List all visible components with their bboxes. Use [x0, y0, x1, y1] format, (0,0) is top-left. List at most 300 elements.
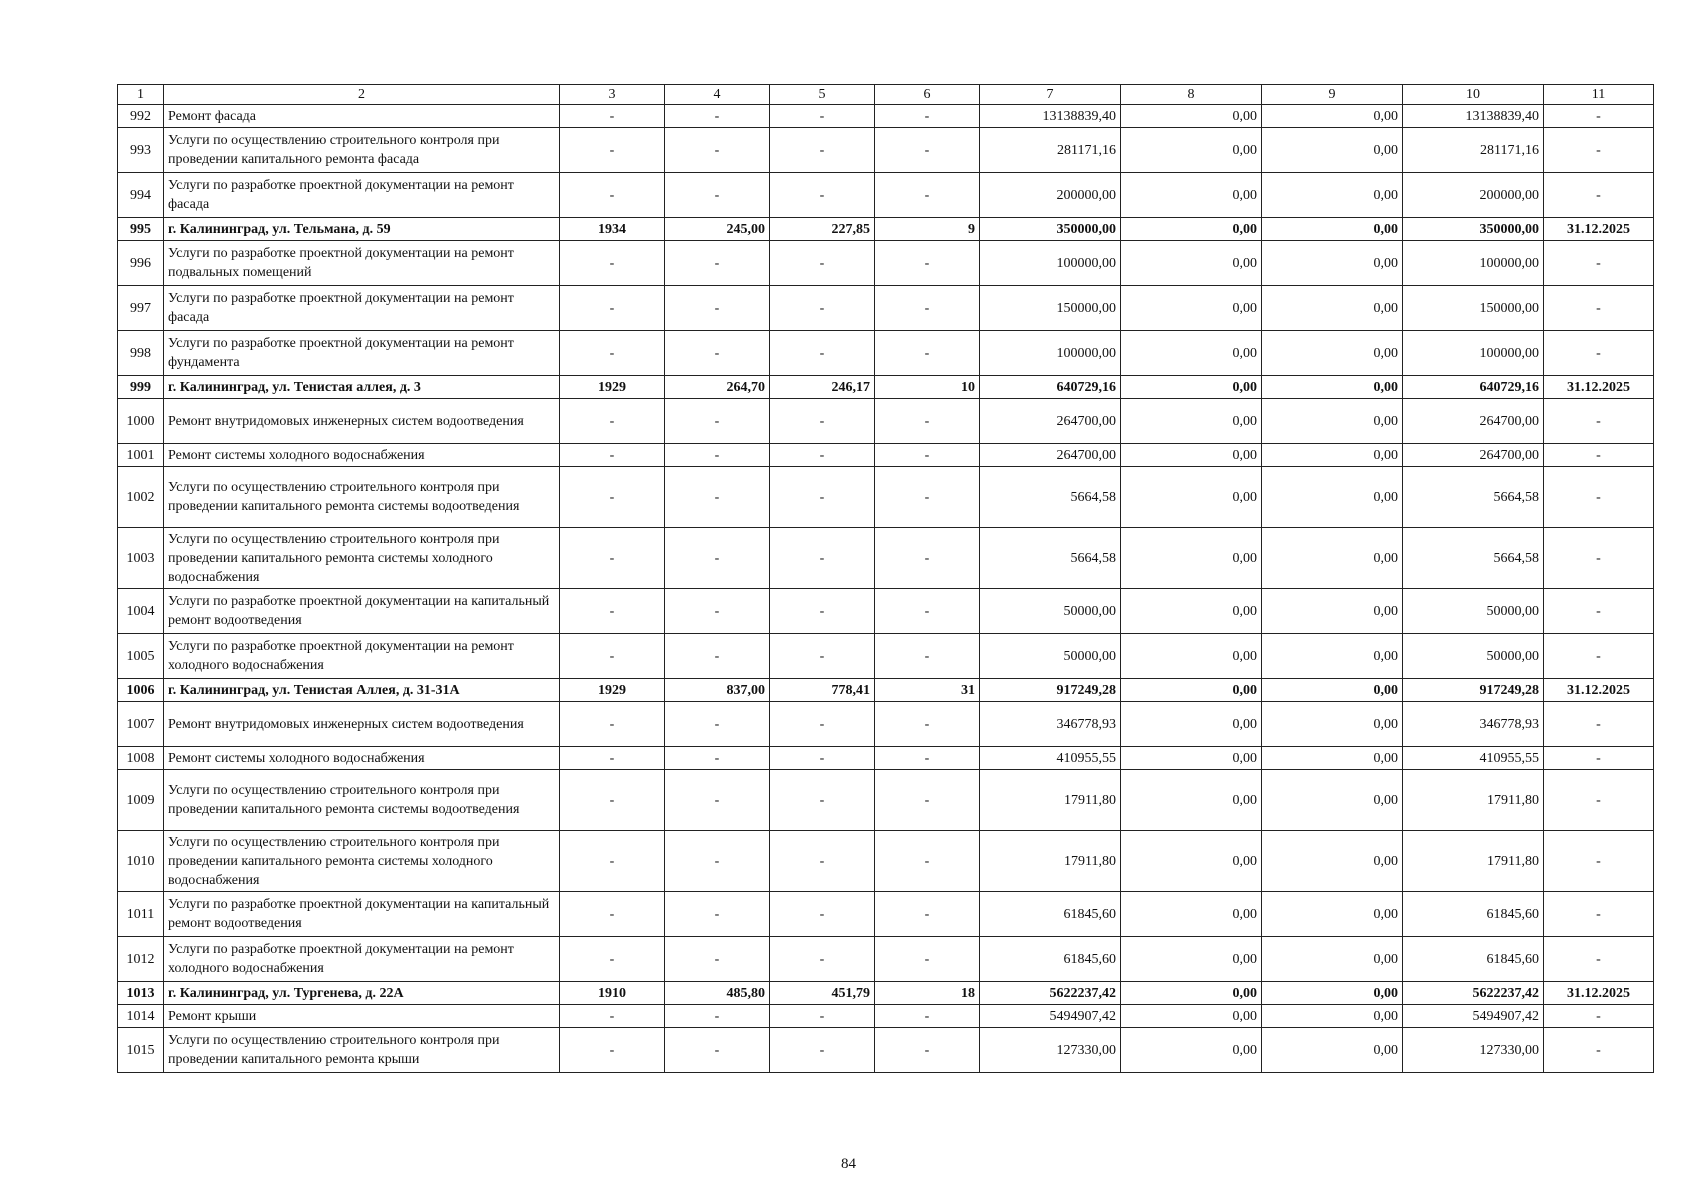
- row-number-cell: 993: [118, 128, 164, 173]
- residents-count-cell: -: [875, 444, 980, 467]
- residents-count-cell: 31: [875, 679, 980, 702]
- living-area-cell: -: [770, 105, 875, 128]
- row-number-cell: 999: [118, 376, 164, 399]
- residents-count-cell: -: [875, 702, 980, 747]
- funds-budget-cell: 0,00: [1262, 218, 1403, 241]
- funds-fund-cell: 0,00: [1121, 892, 1262, 937]
- table-row: [118, 634, 1654, 679]
- living-area-cell: -: [770, 634, 875, 679]
- total-area-cell: -: [665, 937, 770, 982]
- work-description-cell: Услуги по осуществлению строительного контроля при проведении капитального ремонта системы холодного водоснабжения: [164, 831, 560, 892]
- work-description-cell: Услуги по осуществлению строительного контроля при проведении капитального ремонта системы холодного водоснабжения: [164, 528, 560, 589]
- header-cell: 11: [1544, 85, 1654, 105]
- row-number-cell: 1013: [118, 982, 164, 1005]
- residents-count-cell: -: [875, 105, 980, 128]
- residents-count-cell: -: [875, 770, 980, 831]
- total-area-cell: -: [665, 467, 770, 528]
- table-row: [118, 831, 1654, 892]
- residents-count-cell: -: [875, 399, 980, 444]
- living-area-cell: -: [770, 937, 875, 982]
- funds-owners-cell: 410955,55: [1403, 747, 1544, 770]
- living-area-cell: -: [770, 286, 875, 331]
- funds-owners-cell: 150000,00: [1403, 286, 1544, 331]
- completion-date-cell: 31.12.2025: [1544, 982, 1654, 1005]
- completion-date-cell: -: [1544, 892, 1654, 937]
- funds-owners-cell: 5622237,42: [1403, 982, 1544, 1005]
- living-area-cell: -: [770, 589, 875, 634]
- year-built-cell: -: [560, 589, 665, 634]
- work-description-cell: Ремонт внутридомовых инженерных систем водоотведения: [164, 399, 560, 444]
- funds-fund-cell: 0,00: [1121, 218, 1262, 241]
- funds-fund-cell: 0,00: [1121, 679, 1262, 702]
- completion-date-cell: -: [1544, 589, 1654, 634]
- work-description-cell: Услуги по осуществлению строительного контроля при проведении капитального ремонта системы водоотведения: [164, 467, 560, 528]
- completion-date-cell: -: [1544, 467, 1654, 528]
- funds-fund-cell: 0,00: [1121, 128, 1262, 173]
- total-area-cell: -: [665, 105, 770, 128]
- funds-budget-cell: 0,00: [1262, 770, 1403, 831]
- year-built-cell: -: [560, 892, 665, 937]
- cost-total-cell: 150000,00: [980, 286, 1121, 331]
- funds-owners-cell: 5664,58: [1403, 467, 1544, 528]
- work-description-cell: Ремонт крыши: [164, 1005, 560, 1028]
- table-row: [118, 331, 1654, 376]
- funds-fund-cell: 0,00: [1121, 399, 1262, 444]
- work-description-cell: Услуги по разработке проектной документации на ремонт холодного водоснабжения: [164, 937, 560, 982]
- year-built-cell: -: [560, 937, 665, 982]
- work-description-cell: г. Калининград, ул. Тенистая Аллея, д. 31-31А: [164, 679, 560, 702]
- living-area-cell: -: [770, 331, 875, 376]
- year-built-cell: -: [560, 702, 665, 747]
- funds-budget-cell: 0,00: [1262, 831, 1403, 892]
- funds-owners-cell: 281171,16: [1403, 128, 1544, 173]
- residents-count-cell: -: [875, 467, 980, 528]
- funds-budget-cell: 0,00: [1262, 528, 1403, 589]
- completion-date-cell: -: [1544, 444, 1654, 467]
- funds-fund-cell: 0,00: [1121, 331, 1262, 376]
- funds-fund-cell: 0,00: [1121, 831, 1262, 892]
- table-row: [118, 747, 1654, 770]
- completion-date-cell: -: [1544, 241, 1654, 286]
- table-row: [118, 173, 1654, 218]
- total-area-cell: -: [665, 702, 770, 747]
- cost-total-cell: 17911,80: [980, 770, 1121, 831]
- funds-budget-cell: 0,00: [1262, 702, 1403, 747]
- residents-count-cell: -: [875, 937, 980, 982]
- year-built-cell: -: [560, 399, 665, 444]
- work-description-cell: Услуги по разработке проектной документации на ремонт фасада: [164, 286, 560, 331]
- table-row: [118, 399, 1654, 444]
- completion-date-cell: -: [1544, 1005, 1654, 1028]
- funds-owners-cell: 13138839,40: [1403, 105, 1544, 128]
- table-row: [118, 770, 1654, 831]
- row-number-cell: 1006: [118, 679, 164, 702]
- residents-count-cell: -: [875, 747, 980, 770]
- cost-total-cell: 917249,28: [980, 679, 1121, 702]
- work-description-cell: Услуги по осуществлению строительного контроля при проведении капитального ремонта системы водоотведения: [164, 770, 560, 831]
- completion-date-cell: -: [1544, 128, 1654, 173]
- header-cell: 1: [118, 85, 164, 105]
- funds-owners-cell: 50000,00: [1403, 589, 1544, 634]
- living-area-cell: -: [770, 467, 875, 528]
- funds-fund-cell: 0,00: [1121, 937, 1262, 982]
- living-area-cell: -: [770, 528, 875, 589]
- funds-budget-cell: 0,00: [1262, 1028, 1403, 1073]
- year-built-cell: -: [560, 634, 665, 679]
- year-built-cell: 1934: [560, 218, 665, 241]
- funds-budget-cell: 0,00: [1262, 467, 1403, 528]
- year-built-cell: -: [560, 241, 665, 286]
- table-row: [118, 1028, 1654, 1073]
- work-description-cell: Услуги по разработке проектной документации на ремонт подвальных помещений: [164, 241, 560, 286]
- cost-total-cell: 61845,60: [980, 892, 1121, 937]
- table-row: [118, 467, 1654, 528]
- header-cell: 6: [875, 85, 980, 105]
- cost-total-cell: 5622237,42: [980, 982, 1121, 1005]
- row-number-cell: 996: [118, 241, 164, 286]
- year-built-cell: 1929: [560, 679, 665, 702]
- total-area-cell: -: [665, 892, 770, 937]
- cost-total-cell: 5494907,42: [980, 1005, 1121, 1028]
- row-number-cell: 1010: [118, 831, 164, 892]
- total-area-cell: -: [665, 747, 770, 770]
- work-description-cell: Ремонт системы холодного водоснабжения: [164, 747, 560, 770]
- year-built-cell: -: [560, 467, 665, 528]
- completion-date-cell: -: [1544, 173, 1654, 218]
- work-description-cell: г. Калининград, ул. Тенистая аллея, д. 3: [164, 376, 560, 399]
- total-area-cell: 264,70: [665, 376, 770, 399]
- table-row: [118, 528, 1654, 589]
- year-built-cell: -: [560, 105, 665, 128]
- funds-fund-cell: 0,00: [1121, 467, 1262, 528]
- completion-date-cell: -: [1544, 937, 1654, 982]
- cost-total-cell: 17911,80: [980, 831, 1121, 892]
- completion-date-cell: -: [1544, 634, 1654, 679]
- residents-count-cell: -: [875, 831, 980, 892]
- address-row: [118, 679, 1654, 702]
- funds-budget-cell: 0,00: [1262, 128, 1403, 173]
- funds-budget-cell: 0,00: [1262, 747, 1403, 770]
- row-number-cell: 1011: [118, 892, 164, 937]
- funds-owners-cell: 264700,00: [1403, 399, 1544, 444]
- funds-owners-cell: 346778,93: [1403, 702, 1544, 747]
- funds-fund-cell: 0,00: [1121, 1028, 1262, 1073]
- completion-date-cell: -: [1544, 331, 1654, 376]
- row-number-cell: 1001: [118, 444, 164, 467]
- funds-budget-cell: 0,00: [1262, 679, 1403, 702]
- total-area-cell: -: [665, 1028, 770, 1073]
- cost-total-cell: 350000,00: [980, 218, 1121, 241]
- table-row: [118, 286, 1654, 331]
- funds-owners-cell: 264700,00: [1403, 444, 1544, 467]
- work-description-cell: Ремонт фасада: [164, 105, 560, 128]
- completion-date-cell: 31.12.2025: [1544, 679, 1654, 702]
- table-row: [118, 892, 1654, 937]
- residents-count-cell: -: [875, 128, 980, 173]
- living-area-cell: -: [770, 1005, 875, 1028]
- living-area-cell: 778,41: [770, 679, 875, 702]
- row-number-cell: 1003: [118, 528, 164, 589]
- funds-owners-cell: 200000,00: [1403, 173, 1544, 218]
- year-built-cell: 1929: [560, 376, 665, 399]
- total-area-cell: -: [665, 444, 770, 467]
- funds-owners-cell: 640729,16: [1403, 376, 1544, 399]
- total-area-cell: 837,00: [665, 679, 770, 702]
- row-number-cell: 997: [118, 286, 164, 331]
- cost-total-cell: 410955,55: [980, 747, 1121, 770]
- cost-total-cell: 127330,00: [980, 1028, 1121, 1073]
- row-number-cell: 1007: [118, 702, 164, 747]
- row-number-cell: 995: [118, 218, 164, 241]
- completion-date-cell: -: [1544, 747, 1654, 770]
- funds-budget-cell: 0,00: [1262, 982, 1403, 1005]
- living-area-cell: -: [770, 702, 875, 747]
- year-built-cell: -: [560, 286, 665, 331]
- residents-count-cell: 9: [875, 218, 980, 241]
- table-row: [118, 105, 1654, 128]
- table-row: [118, 702, 1654, 747]
- header-cell: 7: [980, 85, 1121, 105]
- row-number-cell: 1002: [118, 467, 164, 528]
- funds-fund-cell: 0,00: [1121, 634, 1262, 679]
- funds-owners-cell: 61845,60: [1403, 892, 1544, 937]
- living-area-cell: -: [770, 128, 875, 173]
- year-built-cell: -: [560, 770, 665, 831]
- row-number-cell: 1009: [118, 770, 164, 831]
- funds-owners-cell: 5664,58: [1403, 528, 1544, 589]
- total-area-cell: -: [665, 241, 770, 286]
- row-number-cell: 1005: [118, 634, 164, 679]
- cost-total-cell: 5664,58: [980, 467, 1121, 528]
- address-row: [118, 218, 1654, 241]
- funds-fund-cell: 0,00: [1121, 1005, 1262, 1028]
- living-area-cell: -: [770, 444, 875, 467]
- total-area-cell: 485,80: [665, 982, 770, 1005]
- funds-fund-cell: 0,00: [1121, 444, 1262, 467]
- cost-total-cell: 61845,60: [980, 937, 1121, 982]
- year-built-cell: -: [560, 528, 665, 589]
- funds-owners-cell: 100000,00: [1403, 331, 1544, 376]
- funds-budget-cell: 0,00: [1262, 376, 1403, 399]
- total-area-cell: -: [665, 1005, 770, 1028]
- address-row: [118, 376, 1654, 399]
- work-description-cell: Услуги по осуществлению строительного контроля при проведении капитального ремонта фасада: [164, 128, 560, 173]
- work-description-cell: Услуги по разработке проектной документации на капитальный ремонт водоотведения: [164, 589, 560, 634]
- header-cell: 4: [665, 85, 770, 105]
- work-description-cell: Услуги по разработке проектной документации на ремонт фундамента: [164, 331, 560, 376]
- total-area-cell: -: [665, 331, 770, 376]
- funds-owners-cell: 50000,00: [1403, 634, 1544, 679]
- header-cell: 5: [770, 85, 875, 105]
- funds-budget-cell: 0,00: [1262, 589, 1403, 634]
- funds-fund-cell: 0,00: [1121, 982, 1262, 1005]
- year-built-cell: -: [560, 331, 665, 376]
- row-number-cell: 1015: [118, 1028, 164, 1073]
- living-area-cell: 227,85: [770, 218, 875, 241]
- funds-budget-cell: 0,00: [1262, 331, 1403, 376]
- total-area-cell: 245,00: [665, 218, 770, 241]
- living-area-cell: -: [770, 747, 875, 770]
- funds-budget-cell: 0,00: [1262, 937, 1403, 982]
- residents-count-cell: 10: [875, 376, 980, 399]
- funds-fund-cell: 0,00: [1121, 105, 1262, 128]
- funds-owners-cell: 127330,00: [1403, 1028, 1544, 1073]
- year-built-cell: -: [560, 128, 665, 173]
- completion-date-cell: -: [1544, 105, 1654, 128]
- completion-date-cell: -: [1544, 770, 1654, 831]
- table-row: [118, 444, 1654, 467]
- funds-budget-cell: 0,00: [1262, 286, 1403, 331]
- table-row: [118, 589, 1654, 634]
- residents-count-cell: -: [875, 528, 980, 589]
- funds-owners-cell: 61845,60: [1403, 937, 1544, 982]
- cost-total-cell: 50000,00: [980, 634, 1121, 679]
- funds-budget-cell: 0,00: [1262, 399, 1403, 444]
- funds-fund-cell: 0,00: [1121, 589, 1262, 634]
- table-row: [118, 1005, 1654, 1028]
- year-built-cell: -: [560, 1028, 665, 1073]
- completion-date-cell: -: [1544, 528, 1654, 589]
- total-area-cell: -: [665, 173, 770, 218]
- work-description-cell: г. Калининград, ул. Тельмана, д. 59: [164, 218, 560, 241]
- header-cell: 10: [1403, 85, 1544, 105]
- cost-total-cell: 5664,58: [980, 528, 1121, 589]
- work-description-cell: г. Калининград, ул. Тургенева, д. 22А: [164, 982, 560, 1005]
- header-cell: 8: [1121, 85, 1262, 105]
- funds-budget-cell: 0,00: [1262, 105, 1403, 128]
- year-built-cell: -: [560, 444, 665, 467]
- funds-fund-cell: 0,00: [1121, 241, 1262, 286]
- completion-date-cell: -: [1544, 1028, 1654, 1073]
- work-description-cell: Услуги по разработке проектной документации на ремонт фасада: [164, 173, 560, 218]
- row-number-cell: 994: [118, 173, 164, 218]
- capital-repair-table: [117, 84, 1654, 1073]
- row-number-cell: 998: [118, 331, 164, 376]
- header-cell: 3: [560, 85, 665, 105]
- funds-owners-cell: 917249,28: [1403, 679, 1544, 702]
- funds-budget-cell: 0,00: [1262, 1005, 1403, 1028]
- residents-count-cell: -: [875, 1028, 980, 1073]
- address-row: [118, 982, 1654, 1005]
- total-area-cell: -: [665, 286, 770, 331]
- year-built-cell: 1910: [560, 982, 665, 1005]
- header-cell: 9: [1262, 85, 1403, 105]
- funds-owners-cell: 350000,00: [1403, 218, 1544, 241]
- funds-budget-cell: 0,00: [1262, 241, 1403, 286]
- living-area-cell: -: [770, 241, 875, 286]
- total-area-cell: -: [665, 770, 770, 831]
- row-number-cell: 1008: [118, 747, 164, 770]
- completion-date-cell: -: [1544, 399, 1654, 444]
- cost-total-cell: 346778,93: [980, 702, 1121, 747]
- header-cell: 2: [164, 85, 560, 105]
- residents-count-cell: 18: [875, 982, 980, 1005]
- living-area-cell: -: [770, 770, 875, 831]
- residents-count-cell: -: [875, 331, 980, 376]
- residents-count-cell: -: [875, 892, 980, 937]
- cost-total-cell: 640729,16: [980, 376, 1121, 399]
- residents-count-cell: -: [875, 286, 980, 331]
- funds-fund-cell: 0,00: [1121, 770, 1262, 831]
- table-body: [118, 85, 1654, 1073]
- residents-count-cell: -: [875, 241, 980, 286]
- cost-total-cell: 100000,00: [980, 331, 1121, 376]
- funds-owners-cell: 17911,80: [1403, 770, 1544, 831]
- living-area-cell: -: [770, 399, 875, 444]
- year-built-cell: -: [560, 831, 665, 892]
- work-description-cell: Ремонт системы холодного водоснабжения: [164, 444, 560, 467]
- year-built-cell: -: [560, 173, 665, 218]
- residents-count-cell: -: [875, 589, 980, 634]
- year-built-cell: -: [560, 1005, 665, 1028]
- cost-total-cell: 264700,00: [980, 444, 1121, 467]
- total-area-cell: -: [665, 831, 770, 892]
- row-number-cell: 1000: [118, 399, 164, 444]
- funds-fund-cell: 0,00: [1121, 376, 1262, 399]
- living-area-cell: -: [770, 1028, 875, 1073]
- living-area-cell: -: [770, 173, 875, 218]
- funds-fund-cell: 0,00: [1121, 747, 1262, 770]
- cost-total-cell: 100000,00: [980, 241, 1121, 286]
- residents-count-cell: -: [875, 1005, 980, 1028]
- funds-owners-cell: 17911,80: [1403, 831, 1544, 892]
- work-description-cell: Ремонт внутридомовых инженерных систем водоотведения: [164, 702, 560, 747]
- funds-owners-cell: 5494907,42: [1403, 1005, 1544, 1028]
- funds-budget-cell: 0,00: [1262, 892, 1403, 937]
- cost-total-cell: 13138839,40: [980, 105, 1121, 128]
- cost-total-cell: 264700,00: [980, 399, 1121, 444]
- residents-count-cell: -: [875, 173, 980, 218]
- cost-total-cell: 200000,00: [980, 173, 1121, 218]
- row-number-cell: 1004: [118, 589, 164, 634]
- living-area-cell: 451,79: [770, 982, 875, 1005]
- work-description-cell: Услуги по разработке проектной документации на капитальный ремонт водоотведения: [164, 892, 560, 937]
- work-description-cell: Услуги по осуществлению строительного контроля при проведении капитального ремонта крыши: [164, 1028, 560, 1073]
- row-number-cell: 1012: [118, 937, 164, 982]
- completion-date-cell: -: [1544, 286, 1654, 331]
- funds-fund-cell: 0,00: [1121, 702, 1262, 747]
- total-area-cell: -: [665, 634, 770, 679]
- work-description-cell: Услуги по разработке проектной документации на ремонт холодного водоснабжения: [164, 634, 560, 679]
- completion-date-cell: 31.12.2025: [1544, 376, 1654, 399]
- year-built-cell: -: [560, 747, 665, 770]
- funds-budget-cell: 0,00: [1262, 444, 1403, 467]
- table-row: [118, 128, 1654, 173]
- living-area-cell: -: [770, 831, 875, 892]
- cost-total-cell: 281171,16: [980, 128, 1121, 173]
- total-area-cell: -: [665, 589, 770, 634]
- funds-fund-cell: 0,00: [1121, 528, 1262, 589]
- funds-fund-cell: 0,00: [1121, 173, 1262, 218]
- total-area-cell: -: [665, 528, 770, 589]
- column-number-header: [118, 85, 1654, 105]
- table-row: [118, 241, 1654, 286]
- living-area-cell: 246,17: [770, 376, 875, 399]
- total-area-cell: -: [665, 128, 770, 173]
- funds-fund-cell: 0,00: [1121, 286, 1262, 331]
- row-number-cell: 992: [118, 105, 164, 128]
- funds-budget-cell: 0,00: [1262, 634, 1403, 679]
- completion-date-cell: 31.12.2025: [1544, 218, 1654, 241]
- funds-owners-cell: 100000,00: [1403, 241, 1544, 286]
- page-number: 84: [841, 1156, 856, 1172]
- table-row: [118, 937, 1654, 982]
- residents-count-cell: -: [875, 634, 980, 679]
- funds-budget-cell: 0,00: [1262, 173, 1403, 218]
- living-area-cell: -: [770, 892, 875, 937]
- cost-total-cell: 50000,00: [980, 589, 1121, 634]
- completion-date-cell: -: [1544, 831, 1654, 892]
